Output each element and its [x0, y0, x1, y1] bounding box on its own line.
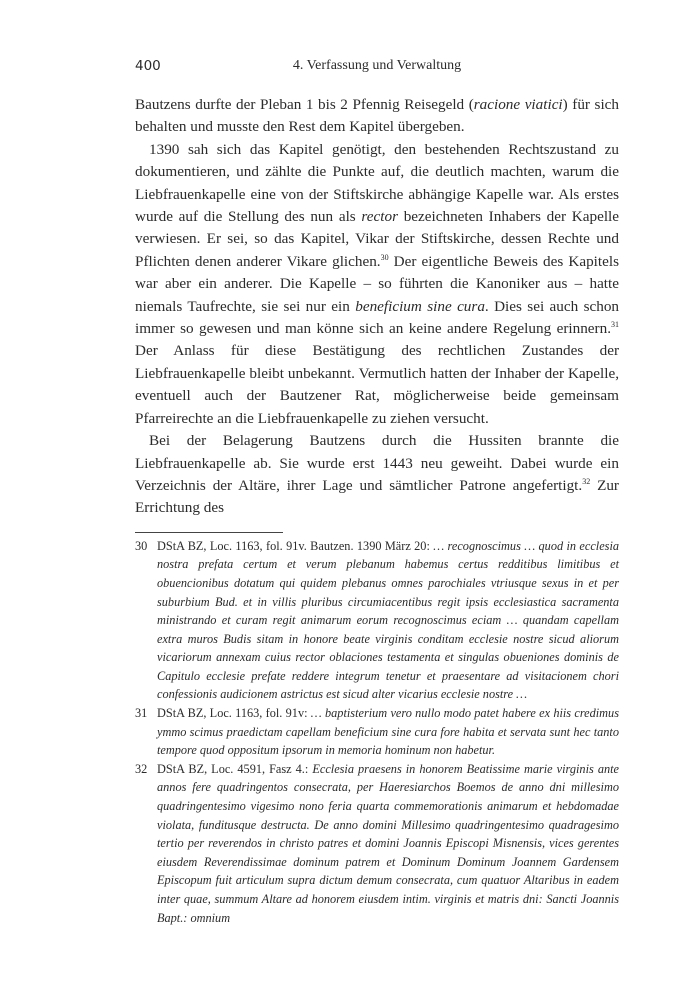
footnote-number: 32	[135, 761, 148, 776]
p1-text-c: ) für sich behalten und musste den Rest dem Kapitel übergeben.	[135, 96, 619, 136]
page-header	[135, 58, 619, 80]
footnote-quote: Ecclesia praesens in honorem Beatissime marie virginis ante annos fere quadringentos consecrata, per Haeresiarchos Boemos de anno dni millesimo quadringentesimo vigesimo nono feria quarta commemorationis animarum et hebdomadae violata, funditusque destructa. De anno domini Millesimo quadringentesimo quadragesimo tertio per reverendos in christo patres et domini Joannis Episcopi Misnensis, vices gerentes eiusdem Reverendissimae dominum patrem et Dominum Dominum Joannem Gardensem Episcopum fuit articulum supra dictum demum consecrata, cum quatuor Altaribus in eadem inter quae, summum Altare ad honorem eiusdem intim. virginis et matris dni: Sancti Joannis Bapt.: omnium	[157, 761, 619, 925]
footnote-ref-30[interactable]: 30	[380, 252, 389, 262]
footnote-31	[135, 704, 619, 760]
p1-text-a: Bautzens durfte der Pleban 1 bis 2 Pfennig Reisegeld (	[135, 96, 474, 113]
footnote-number: 31	[135, 706, 148, 721]
page-number: 400	[135, 58, 161, 74]
p1-italic: racione viatici	[473, 96, 563, 113]
footnote-text	[157, 537, 619, 704]
footnote-text	[157, 704, 619, 760]
footnote-number: 30	[135, 538, 148, 553]
footnote-32	[135, 760, 619, 927]
footnote-source: DStA BZ, Loc. 1163, fol. 91v. Bautzen. 1390 März 20:	[157, 538, 434, 553]
footnote-quote: … baptisterium vero nullo modo patet habere ex hiis credimus ymmo scimus praedictam capellam beneficium sine cura fore habita et servata sunt hec tanto tempore quod oppositum ipsorum in memoria hominum non habetur.	[157, 706, 619, 758]
document-page	[135, 58, 619, 927]
footnote-ref-32[interactable]: 32	[582, 476, 591, 486]
footnote-text	[157, 760, 619, 927]
paragraph-1	[135, 94, 619, 139]
paragraph-2	[135, 139, 619, 430]
p2-text-a: 1390 sah sich das Kapitel genötigt, den bestehenden Rechtszustand zu dokumentieren, und zählte die Punkte auf, die deutlich machten, warum die Liebfrauenkapelle eine von der Stiftskirche abhängige Kapelle war. Als erstes wurde auf die Stellung des nun als	[135, 140, 619, 226]
footnote-source: DStA BZ, Loc. 4591, Fasz 4.:	[157, 761, 313, 776]
footnote-quote: … recognoscimus … quod in ecclesia nostra prefata certum et verum plebanum habemus certus redditibus limitibus et obuencionibus dotatum qui quidem plebanus omnes parochiales vtriusque sexus in et per suburbium Bud. et in villis pluribus circumiacentibus regit ipsis ecclesiastica sacramenta ministrando et curam regit animarum eorum recognoscimus eciam … quandam capellam extra muros Budis sitam in honore beate virginis conditam ecclesie nostre sicud aliorum vicariorum annexam cuius rector oblaciones testamenta et singulas obueniones dominis de Capitulo ecclesie prefate reddere integrum tenetur et praesentare ad visitacionem chori confessionis audicionem astrictus est sicud alter vicarius ecclesie nostre …	[157, 538, 620, 702]
p2-text-f: . Dies sei auch schon immer so gewesen und man könne sich an keine andere Regelung erinnern.	[135, 297, 620, 338]
footnote-ref-31[interactable]: 31	[611, 320, 619, 329]
paragraph-3	[135, 430, 619, 520]
p2-text-g: Der Anlass für diese Bestätigung des rechtlichen Zustandes der Liebfrauenkapelle bleibt unbekannt. Vermutlich hatten der Inhaber der Kapelle, eventuell auch der Bautzener Rat, möglicherweise beide gemeinsam Pfarreirechte an die Liebfrauenkapelle zu ziehen versucht.	[135, 342, 619, 427]
p2-italic-beneficium: beneficium sine cura	[355, 297, 485, 315]
running-title: 4. Verfassung und Verwaltung	[292, 58, 462, 73]
p2-italic-rector: rector	[361, 208, 398, 226]
p3-text-a: Bei der Belagerung Bautzens durch die Hussiten brannte die Liebfrauenkapelle ab. Sie wurde erst 1443 neu geweiht. Dabei wurde ein Verzeichnis der Altäre, ihrer Lage und sämtlicher Patrone angefertigt.	[135, 432, 619, 494]
p3-text-b: Zur Errichtung des	[135, 476, 619, 517]
p2-text-d: Der eigentliche Beweis des Kapitels war aber ein anderer. Die Kapelle – so führten die Kanoniker aus – hatte niemals Taufrechte, sie sei nur ein	[135, 252, 619, 315]
footnote-divider	[135, 532, 283, 533]
p2-text-c: bezeichneten Inhabers der Kapelle verwiesen. Er sei, so das Kapitel, Vikar der Stiftskirche, dessen Rechte und Pflichten denen anderer Vikare glichen.	[135, 208, 619, 270]
footnotes	[135, 537, 619, 927]
footnote-source: DStA BZ, Loc. 1163, fol. 91v:	[157, 706, 311, 721]
footnote-30	[135, 537, 619, 704]
body-text	[135, 94, 619, 520]
